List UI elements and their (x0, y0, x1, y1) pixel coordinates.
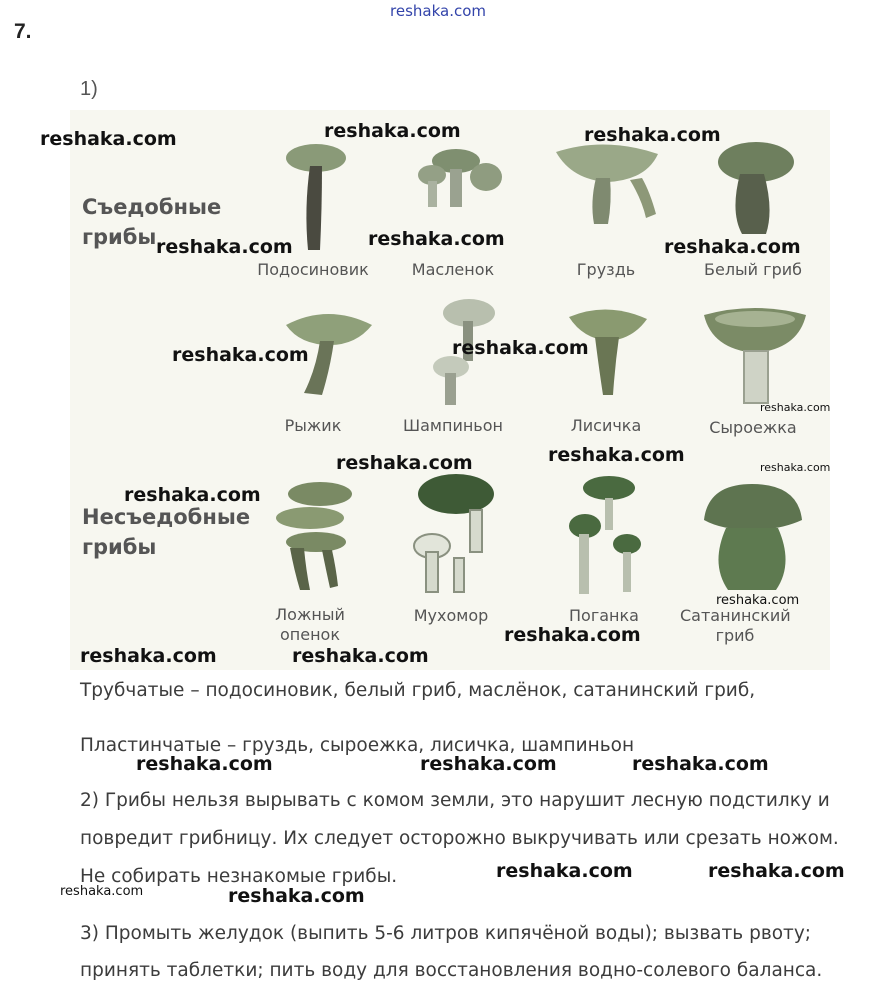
mushroom-name: Подосиновик (257, 260, 369, 279)
watermark: reshaka.com (368, 228, 505, 250)
site-header-link[interactable]: reshaka.com (390, 2, 486, 20)
watermark: reshaka.com (452, 337, 589, 359)
watermark: reshaka.com (504, 624, 641, 646)
watermark: reshaka.com (716, 593, 800, 608)
text-line-answer3-a: 3) Промыть желудок (выпить 5-6 литров кипячёной воды); вызвать рвоту; (80, 923, 811, 944)
watermark: reshaka.com (496, 860, 633, 882)
mushroom-maslenok-image (410, 145, 505, 215)
watermark: reshaka.com (760, 461, 831, 474)
mushroom-poganka-image (565, 474, 645, 599)
watermark: reshaka.com (124, 484, 261, 506)
watermark: reshaka.com (664, 236, 801, 258)
text-line-answer2-a: 2) Грибы нельзя вырывать с комом земли, это нарушит лесную подстилку и (80, 790, 830, 811)
mushroom-name: Мухомор (413, 606, 489, 625)
mushroom-name: Сыроежка (709, 418, 797, 437)
watermark: reshaka.com (548, 444, 685, 466)
watermark: reshaka.com (60, 884, 144, 899)
mushroom-name: Груздь (576, 260, 636, 279)
mushroom-syroezhka-image (700, 303, 810, 408)
text-line-answer2-b: повредит грибницу. Их следует осторожно выкручивать или срезать ножом. (80, 828, 839, 849)
task-number: 7. (14, 20, 32, 43)
watermark: reshaka.com (136, 753, 273, 775)
mushroom-name: Сатанинский гриб (680, 606, 791, 645)
watermark: reshaka.com (156, 236, 293, 258)
text-line-tubular: Трубчатые – подосиновик, белый гриб, маслёнок, сатанинский гриб, (80, 680, 756, 701)
watermark: reshaka.com (228, 885, 365, 907)
watermark: reshaka.com (632, 753, 769, 775)
text-line-lamellar: Пластинчатые – груздь, сыроежка, лисичка, шампиньон (80, 735, 635, 756)
mushroom-lozhnyi-openok-image (270, 478, 360, 593)
mushroom-name: Ложный опенок (275, 605, 345, 644)
watermark: reshaka.com (760, 401, 831, 414)
mushroom-belyi-image (712, 140, 797, 240)
watermark: reshaka.com (336, 452, 473, 474)
mushroom-satanic-image (700, 484, 805, 594)
watermark: reshaka.com (80, 645, 217, 667)
watermark: reshaka.com (40, 128, 177, 150)
group-label-inedible: Несъедобные грибы (82, 505, 251, 559)
watermark: reshaka.com (420, 753, 557, 775)
mushroom-gruzd-image (550, 140, 665, 230)
text-line-answer2-c: Не собирать незнакомые грибы. (80, 866, 398, 887)
watermark: reshaka.com (324, 120, 461, 142)
text-line-answer3-b: принять таблетки; пить воду для восстановления водно-солевого баланса. (80, 960, 823, 981)
mushroom-name: Поганка (569, 606, 639, 625)
watermark: reshaka.com (584, 124, 721, 146)
mushroom-name: Белый гриб (704, 260, 802, 279)
mushroom-name: Рыжик (284, 416, 342, 435)
mushroom-name: Масленок (411, 260, 495, 279)
part1-label: 1) (80, 78, 98, 100)
mushroom-name: Шампиньон (403, 416, 503, 435)
group-label-edible: Съедобные грибы (82, 195, 222, 249)
watermark: reshaka.com (172, 344, 309, 366)
watermark: reshaka.com (708, 860, 845, 882)
watermark: reshaka.com (292, 645, 429, 667)
mushroom-name: Лисичка (570, 416, 642, 435)
mushroom-mukhomor-image (410, 472, 500, 597)
